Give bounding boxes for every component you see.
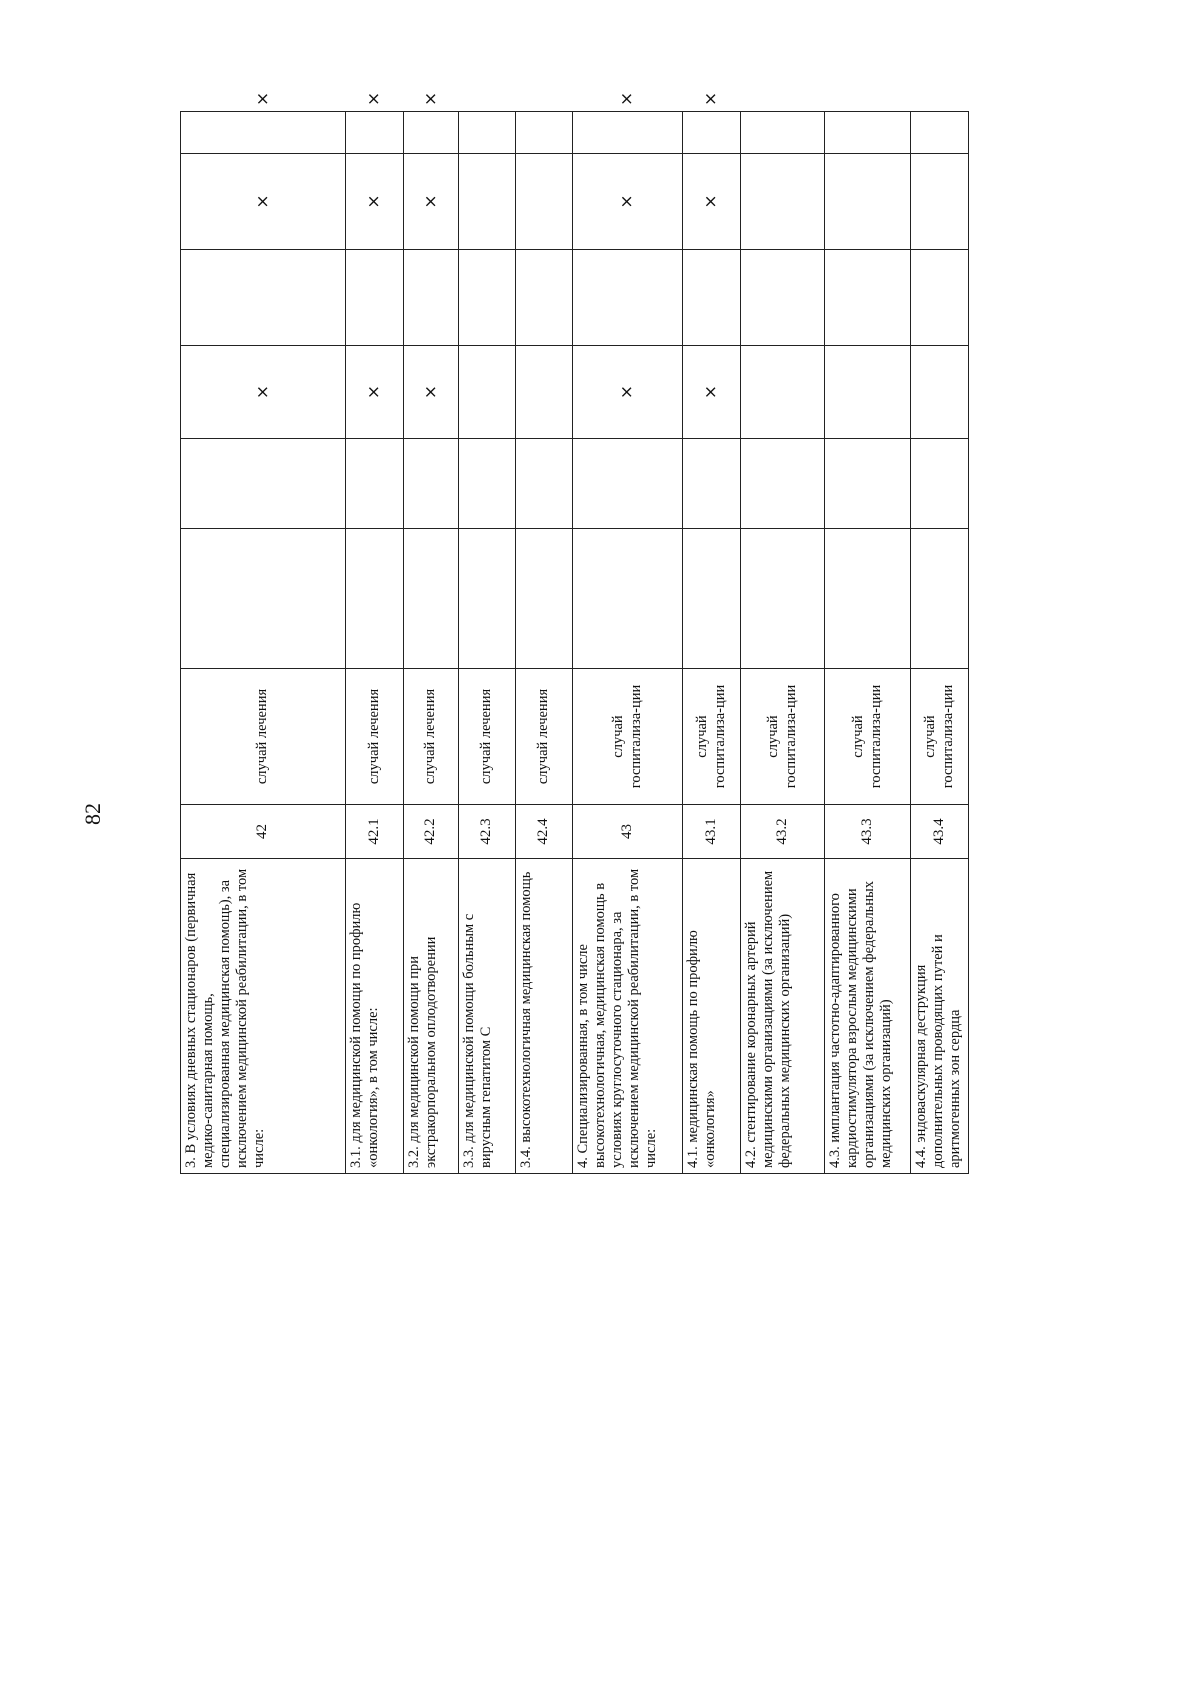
table-row: 3.2. для медицинской помощи при экстракорпоральном оплодотворении 42.2 случай лечения × × × [404, 112, 459, 1174]
value-cell: × [181, 346, 346, 439]
value-cell: × [181, 154, 346, 250]
value-cell [516, 529, 573, 669]
table-row: 4. Специализированная, в том числе высокотехнологичная, медицинская помощь в условиях круглосуточного стационара, за исключением медицинской реабилитации, в том числе: 43 случай госпитализа-ции × × × [573, 112, 683, 1174]
value-cell [459, 439, 516, 529]
value-cell [404, 529, 459, 669]
row-name-cell: 4.4. эндоваскулярная деструкция дополнительных проводящих путей и аритмогенных зон сердца [911, 859, 969, 1174]
table-row [516, 112, 573, 1174]
value-cell [911, 529, 969, 669]
value-cell [181, 529, 346, 669]
value-cell [516, 250, 573, 346]
value-cell [459, 529, 516, 669]
unit-cell: случай лечения [404, 669, 459, 805]
value-cell [825, 346, 911, 439]
row-name-cell: 3.1. для медицинской помощи по профилю «онкология», в том числе: [346, 859, 404, 1174]
value-cell [573, 250, 683, 346]
value-cell [683, 250, 741, 346]
value-cell [459, 250, 516, 346]
table-row [911, 112, 969, 1174]
table-row [741, 112, 825, 1174]
value-cell [911, 154, 969, 250]
table-row: 3. В условиях дневных стационаров (первичная медико-санитарная помощь, специализированная медицинская помощь), за исключением медицинской реабилитации, в том числе: 42 случай лечения × × × [181, 112, 346, 1174]
data-table [180, 91, 969, 1174]
row-name-cell: 3.4. высокотехнологичная медицинская помощь [516, 859, 573, 1174]
value-cell [573, 112, 683, 154]
value-cell [741, 439, 825, 529]
value-cell [741, 250, 825, 346]
row-name-cell: 3.3. для медицинской помощи больным с вирусным гепатитом С [459, 859, 516, 1174]
unit-cell: случай лечения [459, 669, 516, 805]
table-row: 3.1. для медицинской помощи по профилю «онкология», в том числе: 42.1 случай лечения × × × [346, 112, 404, 1174]
value-cell [825, 439, 911, 529]
value-cell [516, 154, 573, 250]
value-cell [573, 439, 683, 529]
value-cell [404, 250, 459, 346]
value-cell [181, 439, 346, 529]
value-cell [573, 529, 683, 669]
row-name-cell: 4.3. имплантация частотно-адаптированного кардиостимулятора взрослым медицинскими организациями (за исключением федеральных медицинских организаций) [825, 859, 911, 1174]
value-cell [516, 346, 573, 439]
row-name-cell: 3.2. для медицинской помощи при экстракорпоральном оплодотворении [404, 859, 459, 1174]
value-cell [741, 346, 825, 439]
value-cell [825, 112, 911, 154]
table-row [825, 112, 911, 1174]
unit-cell: случай госпитализа-ции [825, 669, 911, 805]
unit-cell: случай госпитализа-ции [911, 669, 969, 805]
value-cell: × [346, 154, 404, 250]
value-cell [825, 529, 911, 669]
page-number: 82 [80, 803, 105, 825]
value-cell: × [573, 154, 683, 250]
value-cell [346, 529, 404, 669]
row-number-cell: 43.2 [741, 805, 825, 859]
value-cell [404, 439, 459, 529]
value-cell [459, 154, 516, 250]
value-cell [683, 529, 741, 669]
value-cell [683, 112, 741, 154]
row-number-cell: 42.3 [459, 805, 516, 859]
row-name-cell: 4.2. стентирование коронарных артерий медицинскими организациями (за исключением федеральных медицинских организаций) [741, 859, 825, 1174]
value-cell [404, 112, 459, 154]
row-number-cell: 42 [181, 805, 346, 859]
row-number-cell: 42.4 [516, 805, 573, 859]
value-cell [181, 112, 346, 154]
row-number-cell: 42.1 [346, 805, 404, 859]
value-cell [825, 250, 911, 346]
value-cell [516, 112, 573, 154]
value-cell: × [573, 346, 683, 439]
value-cell: × [346, 346, 404, 439]
unit-cell: случай лечения [346, 669, 404, 805]
value-cell [346, 250, 404, 346]
value-cell [741, 154, 825, 250]
value-cell: × [404, 154, 459, 250]
value-cell [346, 439, 404, 529]
row-name-cell: 3. В условиях дневных стационаров (первичная медико-санитарная помощь, специализированная медицинская помощь), за исключением медицинской реабилитации, в том числе: [181, 859, 346, 1174]
table-row: 4.1. медицинская помощь по профилю «онкология» 43.1 случай госпитализа-ции × × × [683, 112, 741, 1174]
value-cell [911, 439, 969, 529]
row-name-cell: 4. Специализированная, в том числе высокотехнологичная, медицинская помощь в условиях круглосуточного стационара, за исключением медицинской реабилитации, в том числе: [573, 859, 683, 1174]
unit-cell: случай госпитализа-ции [573, 669, 683, 805]
value-cell [741, 529, 825, 669]
value-cell [181, 250, 346, 346]
unit-cell: случай госпитализа-ции [683, 669, 741, 805]
value-cell [516, 439, 573, 529]
value-cell [911, 250, 969, 346]
row-number-cell: 42.2 [404, 805, 459, 859]
value-cell [741, 112, 825, 154]
value-cell [459, 346, 516, 439]
row-number-cell: 43 [573, 805, 683, 859]
row-number-cell: 43.3 [825, 805, 911, 859]
value-cell: × [404, 346, 459, 439]
unit-cell: случай госпитализа-ции [741, 669, 825, 805]
value-cell [825, 154, 911, 250]
table-row [459, 112, 516, 1174]
unit-cell: случай лечения [516, 669, 573, 805]
value-cell [911, 112, 969, 154]
unit-cell: случай лечения [181, 669, 346, 805]
value-cell [683, 439, 741, 529]
row-number-cell: 43.4 [911, 805, 969, 859]
value-cell [911, 346, 969, 439]
value-cell [346, 112, 404, 154]
value-cell: × [683, 154, 741, 250]
value-cell: × [683, 346, 741, 439]
row-number-cell: 43.1 [683, 805, 741, 859]
value-cell [459, 112, 516, 154]
row-name-cell: 4.1. медицинская помощь по профилю «онкология» [683, 859, 741, 1174]
